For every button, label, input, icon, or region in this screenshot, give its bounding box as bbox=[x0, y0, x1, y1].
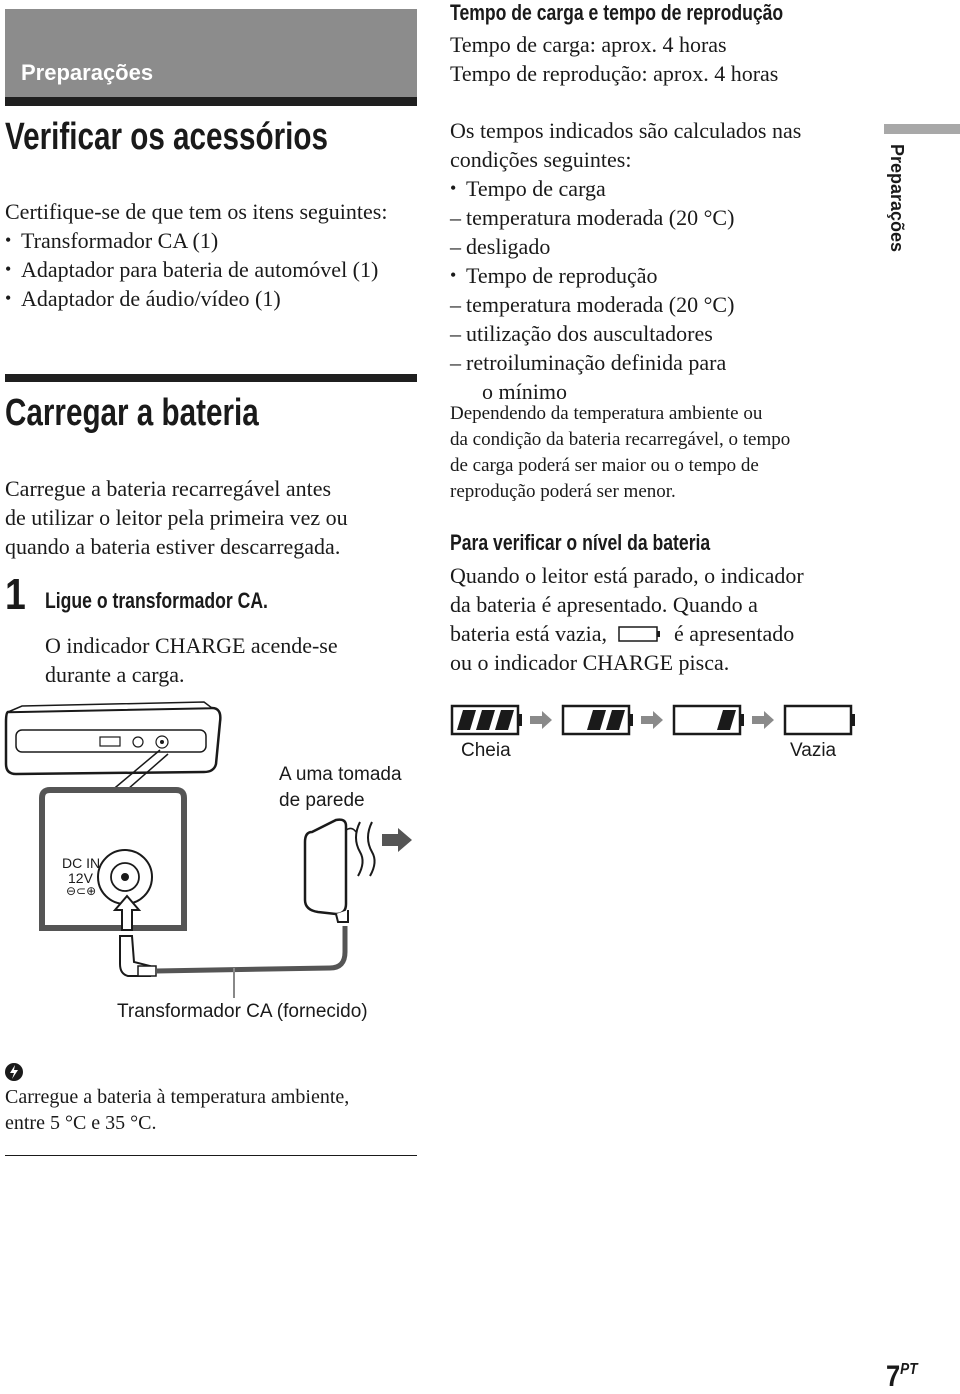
page-number bbox=[886, 1360, 918, 1394]
times-conditions bbox=[450, 116, 880, 406]
list-item-continuation: o mínimo bbox=[482, 379, 567, 404]
page-number-value: 7 bbox=[886, 1360, 901, 1393]
text-line: da condição da bateria recarregável, o tempo bbox=[450, 429, 791, 450]
side-tab-bar bbox=[884, 124, 960, 134]
battery-icon bbox=[785, 706, 855, 734]
section-header-rule bbox=[5, 97, 417, 106]
text-line: reprodução poderá ser menor. bbox=[450, 481, 676, 502]
battery-icon bbox=[452, 706, 522, 734]
step-text bbox=[45, 631, 425, 689]
charge-time: Tempo de carga: aprox. 4 horas bbox=[450, 32, 727, 57]
text-line: durante a carga. bbox=[45, 662, 185, 687]
list-item: • Adaptador para bateria de automóvel (1) bbox=[5, 255, 425, 284]
charging-intro bbox=[5, 474, 425, 561]
times-title: Tempo de carga e tempo de reprodução bbox=[450, 0, 784, 25]
text-line: de utilizar o leitor pela primeira vez ou bbox=[5, 505, 348, 530]
list-item: • Tempo de carga bbox=[450, 174, 880, 203]
list-item: – utilização dos auscultadores bbox=[450, 319, 880, 348]
arrow-right-icon bbox=[641, 711, 663, 729]
arrow-right-icon bbox=[530, 711, 552, 729]
empty-battery-icon bbox=[618, 625, 664, 643]
hint-icon bbox=[4, 1062, 24, 1082]
section-header-label: Preparações bbox=[21, 60, 154, 85]
dc-voltage-label: 12V bbox=[68, 870, 93, 886]
list-item: • Adaptador de áudio/vídeo (1) bbox=[5, 284, 425, 313]
text-line: Carregue a bateria recarregável antes bbox=[5, 476, 332, 501]
text-line: da bateria é apresentado. Quando a bbox=[450, 592, 758, 617]
text-line: Dependendo da temperatura ambiente ou bbox=[450, 403, 763, 424]
conditions-list bbox=[450, 261, 880, 290]
adapter-label: Transformador CA (fornecido) bbox=[117, 1001, 368, 1022]
accessories-title: Verificar os acessórios bbox=[5, 116, 328, 158]
step-title: Ligue o transformador CA. bbox=[45, 588, 268, 613]
side-tab-label: Preparações bbox=[887, 144, 907, 253]
battery-check-text bbox=[450, 561, 880, 677]
page-suffix: PT bbox=[900, 1361, 918, 1378]
accessories-intro: Certifique-se de que tem os itens seguintes: bbox=[5, 199, 388, 224]
dc-in-label: DC IN bbox=[62, 855, 101, 871]
accessories-body bbox=[5, 197, 425, 313]
battery-icon bbox=[674, 706, 744, 734]
battery-icon bbox=[563, 706, 633, 734]
text-line: A uma tomada bbox=[279, 764, 402, 785]
charging-diagram bbox=[0, 700, 440, 1000]
list-item: – temperatura moderada (20 °C) bbox=[450, 290, 880, 319]
text-line: Carregue a bateria à temperatura ambiente, bbox=[5, 1086, 350, 1108]
ac-adapter bbox=[305, 820, 356, 922]
text-line: quando a bateria estiver descarregada. bbox=[5, 534, 341, 559]
step-number: 1 bbox=[5, 570, 26, 619]
charging-title: Carregar a bateria bbox=[5, 392, 259, 434]
section-rule bbox=[5, 374, 417, 382]
text-fragment: é apresentado bbox=[673, 621, 795, 646]
times-note bbox=[450, 401, 880, 505]
battery-level-sequence bbox=[448, 700, 863, 740]
play-time: Tempo de reprodução: aprox. 4 horas bbox=[450, 61, 779, 86]
list-item: • Transformador CA (1) bbox=[5, 226, 425, 255]
conditions-list bbox=[450, 174, 880, 203]
list-item: • Tempo de reprodução bbox=[450, 261, 880, 290]
text-line: de parede bbox=[279, 790, 365, 811]
polarity-symbol: ⊖⊂⊕ bbox=[66, 884, 97, 898]
port-closeup bbox=[42, 790, 184, 928]
accessories-list bbox=[5, 226, 425, 313]
list-item: – desligado bbox=[450, 232, 880, 261]
text-line bbox=[450, 619, 880, 648]
full-label: Cheia bbox=[461, 740, 511, 761]
arrow-right-icon bbox=[752, 711, 774, 729]
list-item: – retroiluminação definida para bbox=[450, 348, 880, 377]
empty-label: Vazia bbox=[790, 740, 837, 761]
text-line: de carga poderá ser maior ou o tempo de bbox=[450, 455, 759, 476]
wall-outlet-arrow-icon bbox=[356, 822, 412, 876]
times-values bbox=[450, 30, 880, 88]
text-line: Quando o leitor está parado, o indicador bbox=[450, 563, 804, 588]
text-line: O indicador CHARGE acende-se bbox=[45, 633, 338, 658]
hint-text bbox=[5, 1084, 425, 1136]
text-line: Os tempos indicados são calculados nas bbox=[450, 118, 802, 143]
list-item: – temperatura moderada (20 °C) bbox=[450, 203, 880, 232]
player-illustration bbox=[6, 702, 220, 774]
text-line: ou o indicador CHARGE pisca. bbox=[450, 650, 730, 675]
bottom-rule bbox=[5, 1155, 417, 1156]
battery-check-title: Para verificar o nível da bateria bbox=[450, 530, 711, 555]
wall-outlet-label bbox=[279, 762, 402, 814]
adapter-cable bbox=[156, 926, 345, 971]
text-line: condições seguintes: bbox=[450, 147, 632, 172]
text-line: entre 5 °C e 35 °C. bbox=[5, 1112, 157, 1134]
dc-plug bbox=[120, 936, 156, 976]
text-fragment: bateria está vazia, bbox=[450, 621, 607, 646]
